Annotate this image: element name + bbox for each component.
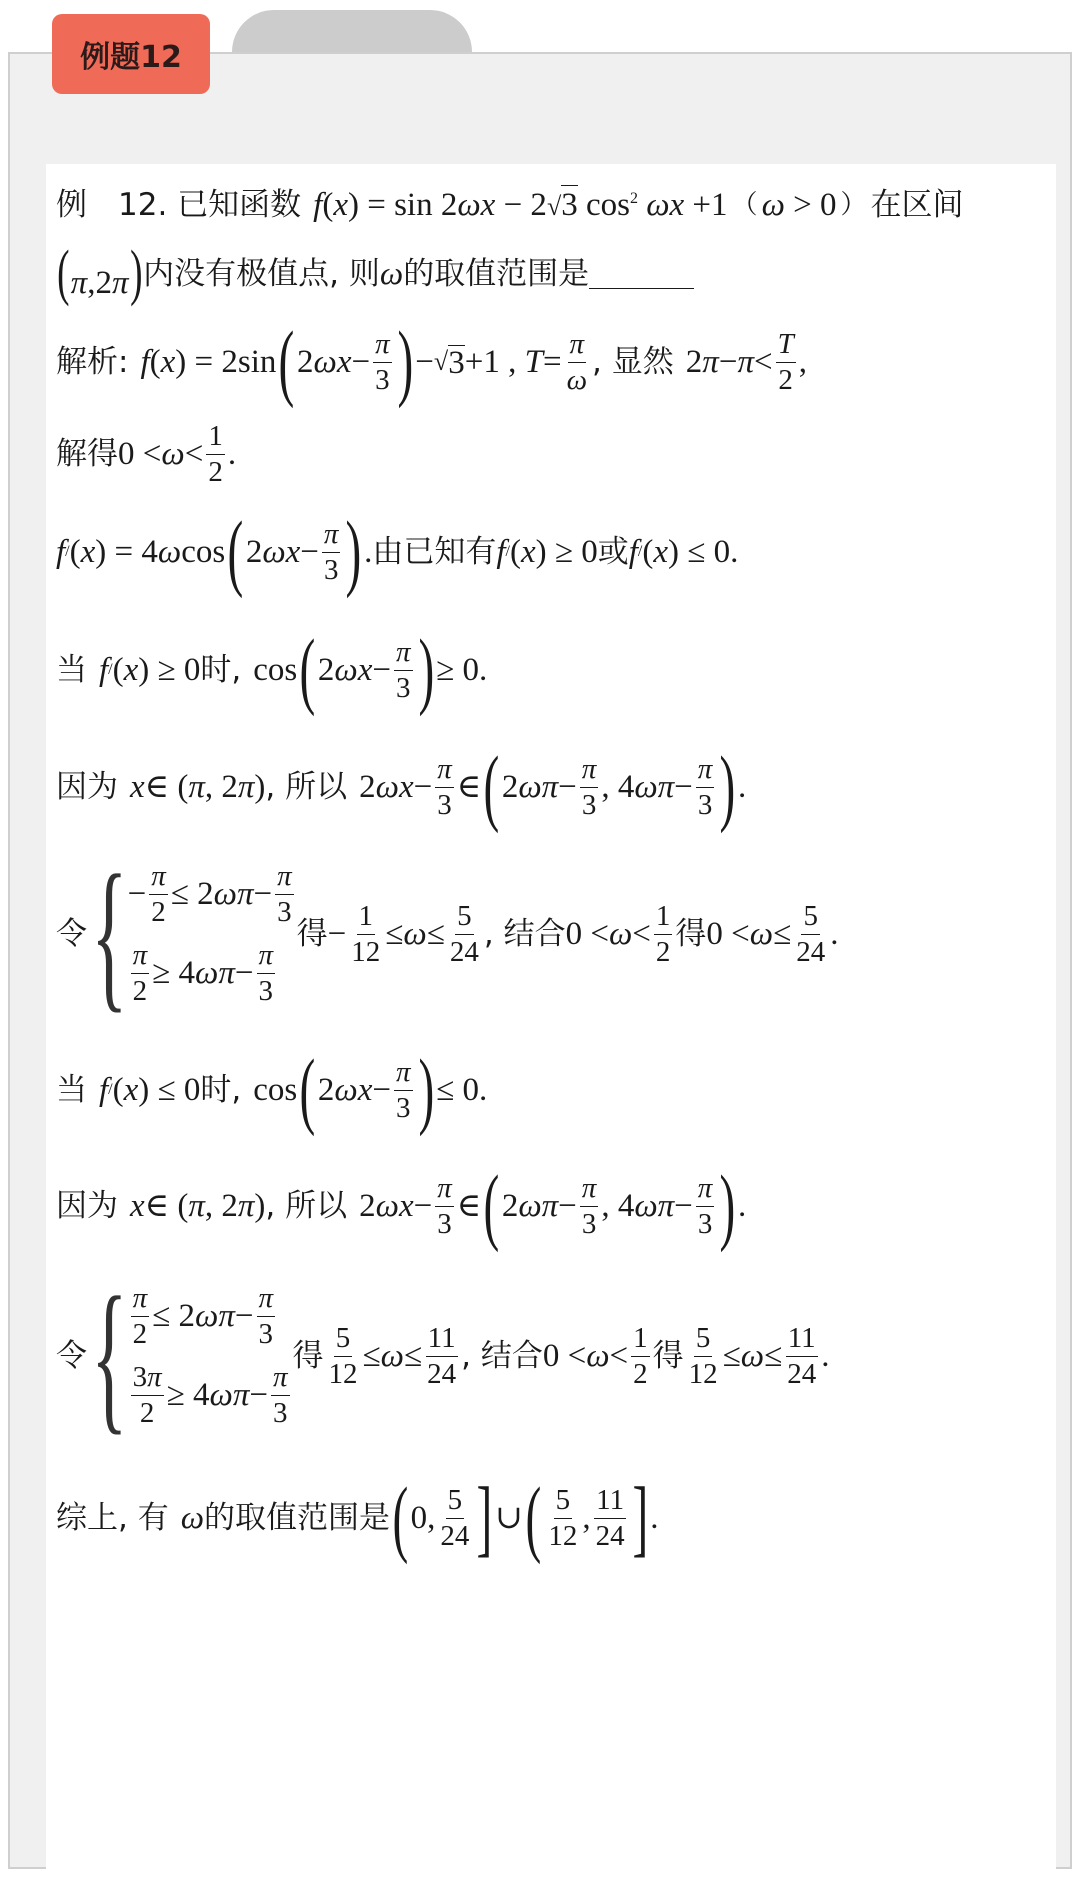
let-text-2: 令 [56, 1337, 87, 1374]
problem-interval: (π,2π) [57, 239, 143, 308]
answer-blank [589, 260, 694, 289]
problem-prefix: 例 12. 已知函数 [56, 186, 302, 223]
get-text: 得 [296, 915, 328, 952]
obviously-text: , 显然 [592, 343, 674, 380]
example-tab[interactable] [52, 14, 210, 94]
range-text: 的取值范围是 [204, 1499, 391, 1536]
solution-line-6: 当 f / ( x ) ≥ 0 时, cos ( 2 ωx − $\frac{\pi}{3}$ ) ≥ 0. [56, 621, 488, 718]
known-text: 由已知有 [372, 533, 497, 570]
problem-line-1: 例 12. 已知函数 f(x) = sin 2ωx − 2√3 $\cos^2 \omega x +1$ （ ω > 0 ） 在区间 [56, 186, 964, 223]
solution-line-9: 当 f / ( x ) ≤ 0 时, cos ( 2 ωx − $\frac{\pi}{3}$ ) ≤ 0. [56, 1041, 488, 1138]
problem-text-2: 的取值范围是 [403, 255, 590, 292]
solve-text: 解得 [56, 435, 118, 472]
example-tab-label: 例题12 [80, 40, 182, 75]
get-text-3: 得 [292, 1337, 324, 1374]
combine-text-2: , 结合 [461, 1337, 543, 1374]
analysis-label: 解析: [56, 343, 129, 380]
when-text: 当 [56, 651, 87, 688]
solution-line-4: 解得 0 < ω < $\frac{1}{2}$ . [56, 419, 237, 488]
so-text-2: , 所以 [265, 1187, 348, 1224]
solution-line-3: 解析: f ( x ) = 2sin ( 2 ωx − $\frac{\pi}{3}$ ) − √ 3 +1 , T = $\frac{\pi}{\omega}$ , 显然 2 π − π < $\frac{T}{2}$ , [56, 313, 807, 410]
problem-text: 内没有极值点, 则 [143, 255, 380, 292]
combine-text: , 结合 [483, 915, 566, 952]
let-text: 令 [56, 915, 87, 952]
solution-line-7: 因为 x ∈ ( π , 2 π ) , 所以 2 ωx − $\frac{\pi}{3}$ ∈ ( 2 ωπ − $\frac{\pi}{3}$ , 4 ωπ − $\frac{\pi}{3}$ ) . [56, 738, 747, 835]
solution-paper [46, 164, 1056, 1874]
get-text-2: 得 [675, 915, 707, 952]
problem-suffix: 在区间 [870, 186, 964, 223]
when-tail-text-2: 时, [200, 1071, 242, 1108]
because-text: 因为 [56, 768, 118, 805]
inequality-system-2: { $\frac{\pi}{2}$ ≤ 2 ωπ − $\frac{\pi}{3}$ $\frac{3\pi}{2}$ ≥ 4 ωπ − $\frac{\pi}{3}$ [91, 1262, 288, 1449]
omega-symbol: ω [379, 255, 404, 292]
because-text-2: 因为 [56, 1187, 118, 1224]
solution-line-11: 令 { $\frac{\pi}{2}$ ≤ 2 ωπ − $\frac{\pi}{3}$ $\frac{3\pi}{2}$ ≥ 4 ωπ − $\frac{\pi}{3}$ 得 $\frac{5}{12}$ ≤ ω ≤ $\frac{11}{24}$ , 结合 0 < ω < $\frac{1}{2}$ 得 $\frac{5}{12}$ ≤ ω ≤ $\frac{11}{24}$ . [56, 1262, 830, 1449]
when-tail-text: 时, [200, 651, 242, 688]
solution-line-12: 综上, 有 ω 的取值范围是 ( 0, $\frac{5}{24}$ ] ∪ ( $\frac{5}{12}$ , $\frac{11}{24}$ ] . [56, 1469, 659, 1566]
so-text: , 所以 [265, 768, 348, 805]
example-card [8, 52, 1072, 1869]
solution-line-10: 因为 x ∈ ( π , 2 π ) , 所以 2 ωx − $\frac{\pi}{3}$ ∈ ( 2 ωπ − $\frac{\pi}{3}$ , 4 ωπ − $\frac{\pi}{3}$ ) . [56, 1157, 747, 1254]
solution-line-5: f / ( x ) = 4 ω cos ( 2 ωx − $\frac{\pi}{3}$ ) . 由已知有 f / ( x ) ≥ 0 或 f / ( x ) ≤ 0. [56, 503, 739, 600]
problem-line-2 [56, 239, 1046, 308]
or-text: 或 [597, 533, 629, 570]
when-text-2: 当 [56, 1071, 87, 1108]
solution-line-8: 令 { − $\frac{\pi}{2}$ ≤ 2 ωπ − $\frac{\pi}{3}$ $\frac{\pi}{2}$ ≥ 4 ωπ − $\frac{\pi}{3}$ 得 − $\frac{1}{12}$ ≤ ω ≤ $\frac{5}{24}$ , 结合 0 < ω < $\frac{1}{2}$ 得 0 < ω ≤ $\frac{5}{24}$ . [56, 840, 839, 1027]
conclusion-text: 综上, 有 [56, 1499, 169, 1536]
get-text-4: 得 [652, 1337, 684, 1374]
inequality-system-1: { − $\frac{\pi}{2}$ ≤ 2 ωπ − $\frac{\pi}{3}$ $\frac{\pi}{2}$ ≥ 4 ωπ − $\frac{\pi}{3}$ [91, 840, 292, 1027]
problem-function: f(x) = sin 2ωx − 2√3 $\cos^2 \omega x +1$ [313, 186, 728, 223]
